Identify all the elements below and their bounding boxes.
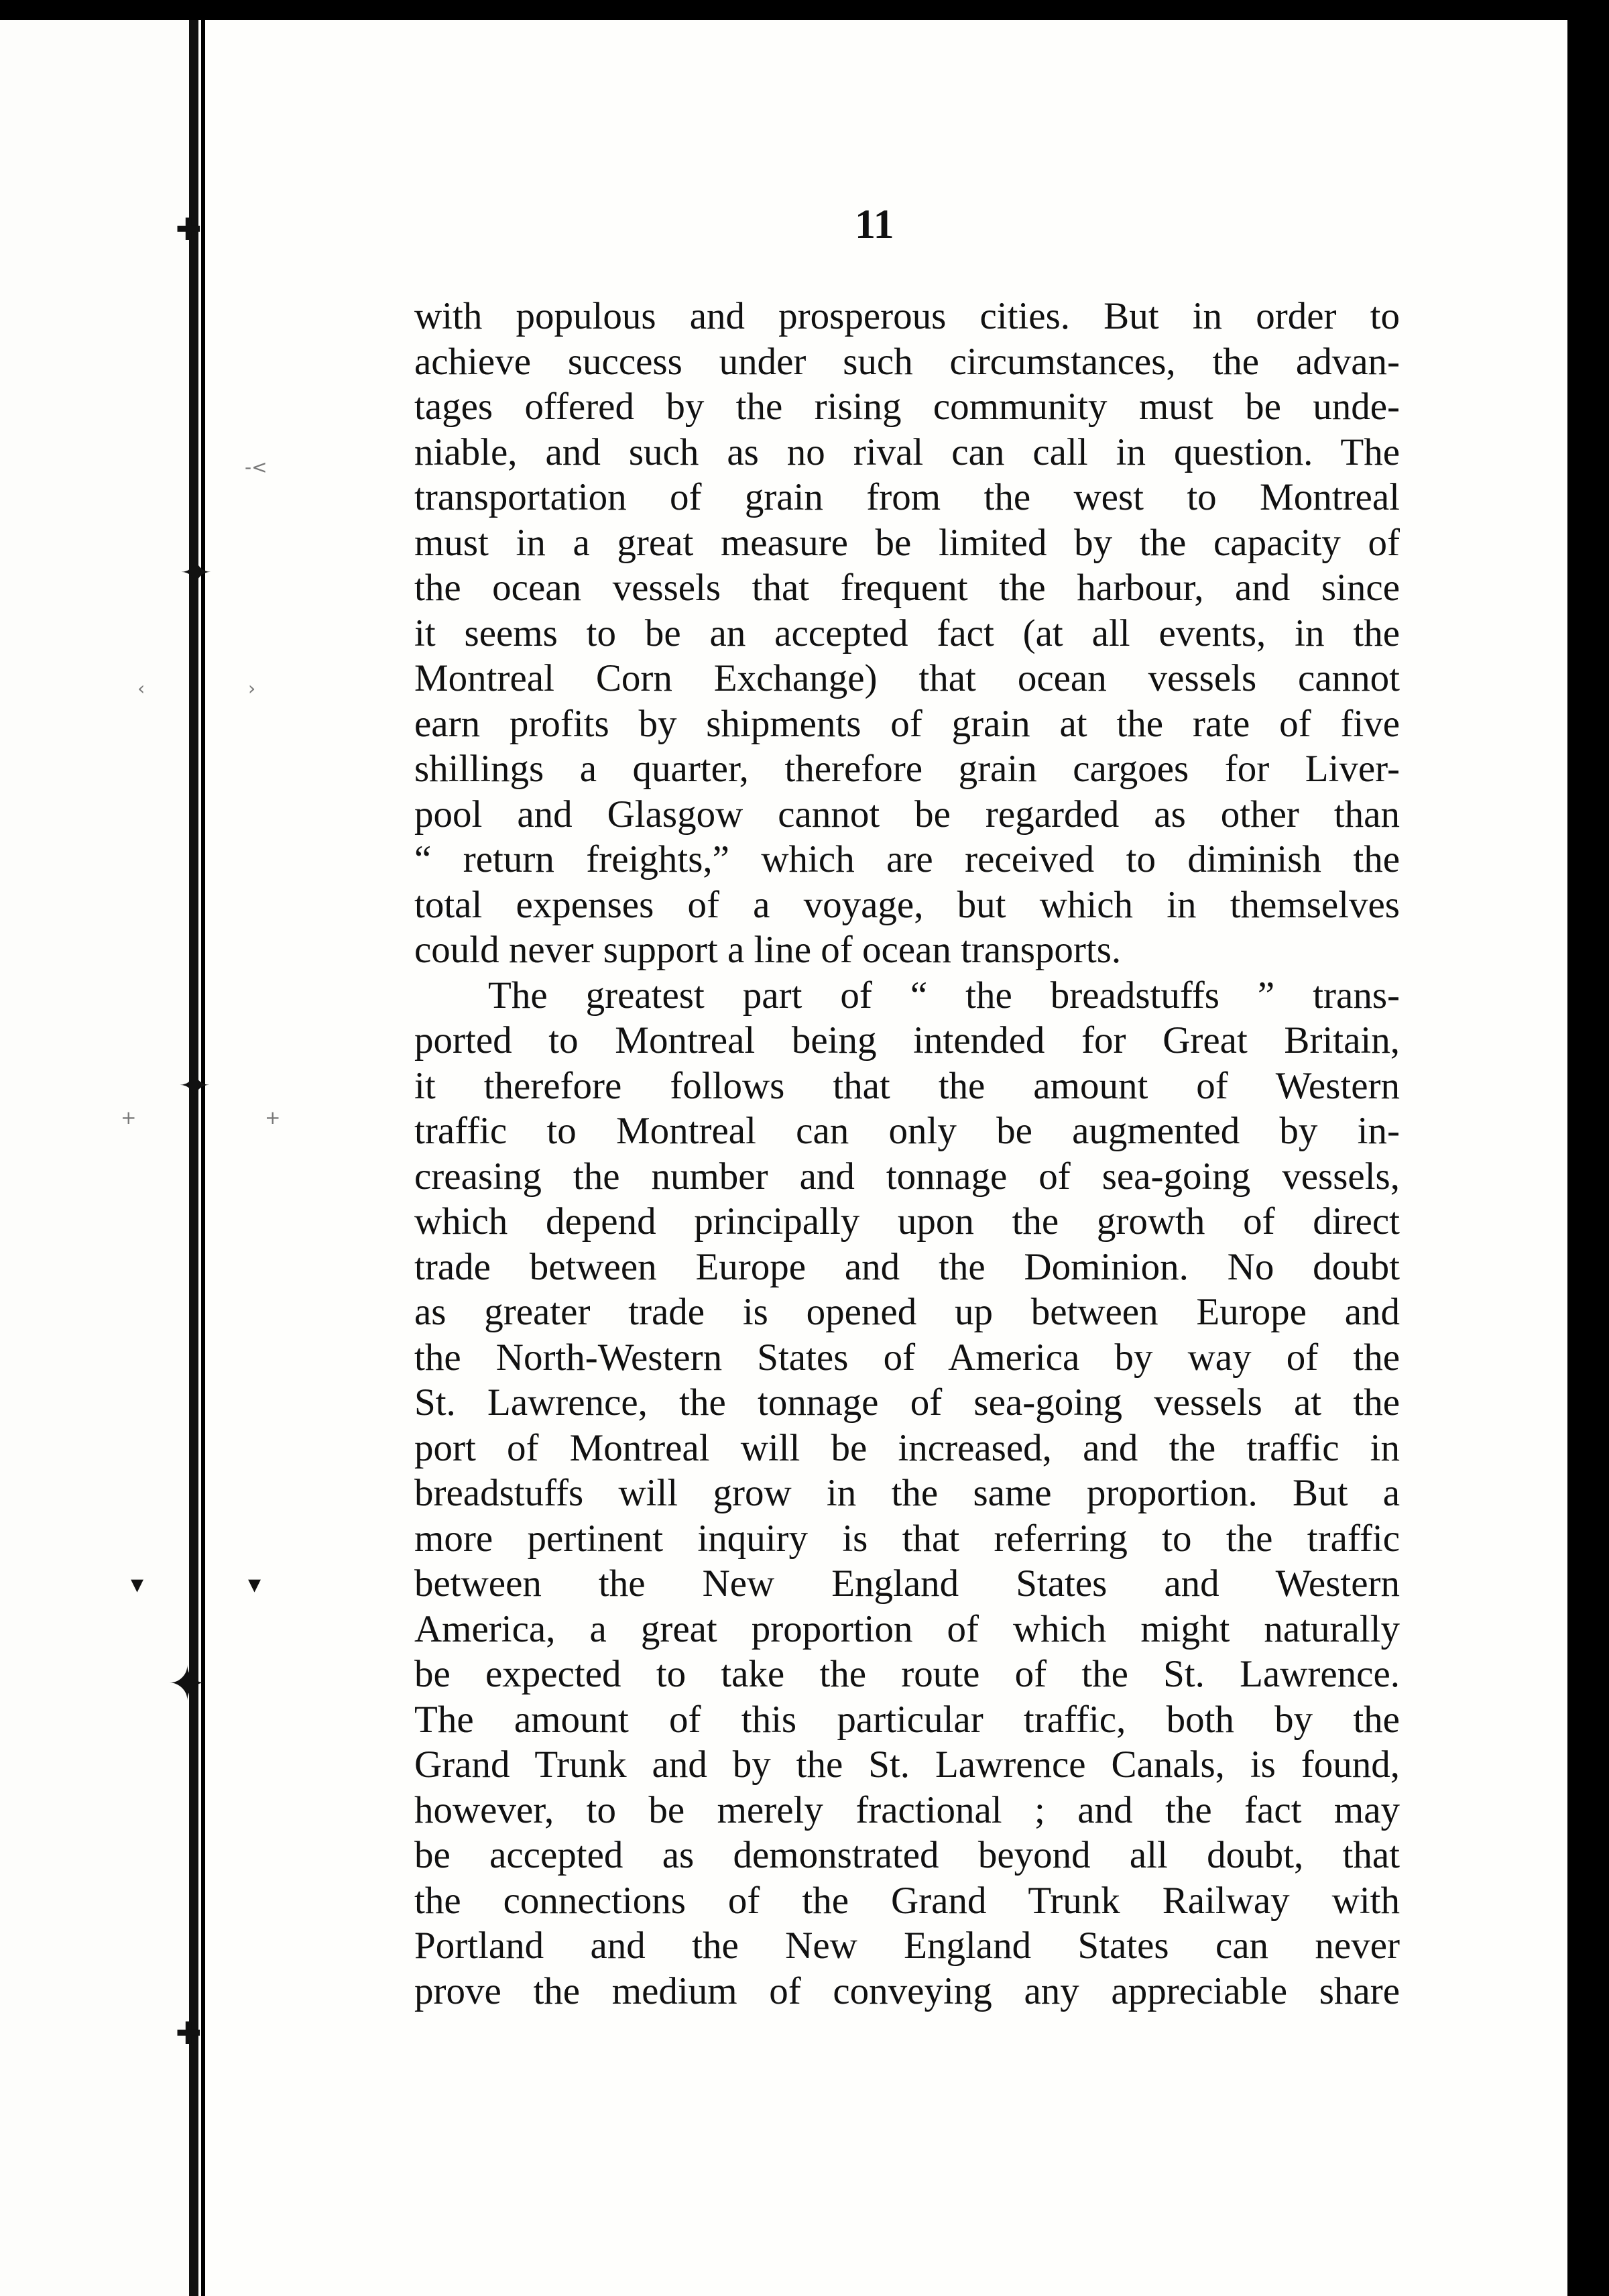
text-line: it seems to be an accepted fact (at all events, in the	[414, 612, 1400, 654]
text-line: with populous and prosperous cities. But in order to	[414, 295, 1400, 337]
text-line: earn profits by shipments of grain at the rate of five	[414, 702, 1400, 745]
text-line: pool and Glasgow cannot be regarded as other than	[414, 793, 1400, 836]
text-line: must in a great measure be limited by the capacity of	[414, 521, 1400, 564]
text-line: trade between Europe and the Dominion. No doubt	[414, 1245, 1400, 1288]
body-text	[414, 294, 1400, 2014]
text-line: Portland and the New England States can never	[414, 1925, 1400, 1967]
text-line: niable, and such as no rival can call in question. The	[414, 431, 1400, 473]
stitch-mark-icon: ✦	[168, 1656, 207, 1711]
text-line: Montreal Corn Exchange) that ocean vessels cannot	[414, 657, 1400, 699]
right-border	[1567, 0, 1609, 2296]
text-line: as greater trade is opened up between Europe and	[414, 1291, 1400, 1333]
text-line: the connections of the Grand Trunk Railway with	[414, 1879, 1400, 1922]
text-line: it therefore follows that the amount of Western	[414, 1064, 1400, 1107]
stitch-mark-icon: ✦	[178, 1063, 211, 1108]
text-line: total expenses of a voyage, but which in themselves	[414, 883, 1400, 926]
text-line: Grand Trunk and by the St. Lawrence Canals, is found,	[414, 1743, 1400, 1786]
text-line: the ocean vessels that frequent the harbour, and since	[414, 567, 1400, 609]
text-line: creasing the number and tonnage of sea-going vessels,	[414, 1155, 1400, 1198]
text-line: The greatest part of “ the breadstuffs ” trans-	[488, 974, 1400, 1017]
binding-gutter	[0, 20, 201, 2296]
text-line: port of Montreal will be increased, and the traffic in	[414, 1426, 1400, 1469]
text-line: shillings a quarter, therefore grain cargoes for Liver-	[414, 748, 1400, 790]
bleed-mark-icon: +	[265, 1106, 281, 1129]
bleed-mark-icon: ▾	[131, 1569, 144, 1599]
stitch-mark-icon: ✦	[180, 550, 213, 595]
bleed-mark-icon: ▾	[248, 1569, 261, 1599]
text-line: the North-Western States of America by way of the	[414, 1336, 1400, 1379]
bleed-mark-icon: +	[121, 1106, 137, 1129]
text-line: ported to Montreal being intended for Great Britain,	[414, 1019, 1400, 1061]
text-line: more pertinent inquiry is that referring to the traffic	[414, 1517, 1400, 1560]
stitch-mark-icon: ✚	[176, 2015, 202, 2051]
bleed-mark-icon: -<	[245, 456, 267, 478]
text-line: be accepted as demonstrated beyond all doubt, that	[414, 1834, 1400, 1876]
bleed-mark-icon: ‹	[137, 677, 145, 699]
text-line: “ return freights,” which are received to diminish the	[414, 838, 1400, 880]
text-line: breadstuffs will grow in the same proportion. But a	[414, 1472, 1400, 1514]
text-line: tages offered by the rising community must be unde-	[414, 386, 1400, 428]
text-line: could never support a line of ocean transports.	[414, 929, 1122, 971]
text-line: transportation of grain from the west to Montreal	[414, 476, 1400, 518]
text-line: traffic to Montreal can only be augmented by in-	[414, 1110, 1400, 1152]
binding-edge	[189, 20, 198, 2296]
text-line: between the New England States and Western	[414, 1562, 1400, 1605]
text-line: however, to be merely fractional ; and the fact may	[414, 1788, 1400, 1831]
top-border	[0, 0, 1609, 20]
text-line: The amount of this particular traffic, both by the	[414, 1698, 1400, 1741]
bleed-mark-icon: ›	[248, 677, 256, 699]
text-line: which depend principally upon the growth of direct	[414, 1200, 1400, 1243]
text-line: be expected to take the route of the St. Lawrence.	[414, 1653, 1400, 1695]
text-line: St. Lawrence, the tonnage of sea-going vessels at the	[414, 1381, 1400, 1424]
text-line: America, a great proportion of which might naturally	[414, 1607, 1400, 1650]
text-line: prove the medium of conveying any appreciable share	[414, 1969, 1400, 2012]
page-number: 11	[855, 202, 894, 247]
text-line: achieve success under such circumstances, the advan-	[414, 340, 1400, 383]
stitch-mark-icon: ✚	[176, 211, 202, 247]
